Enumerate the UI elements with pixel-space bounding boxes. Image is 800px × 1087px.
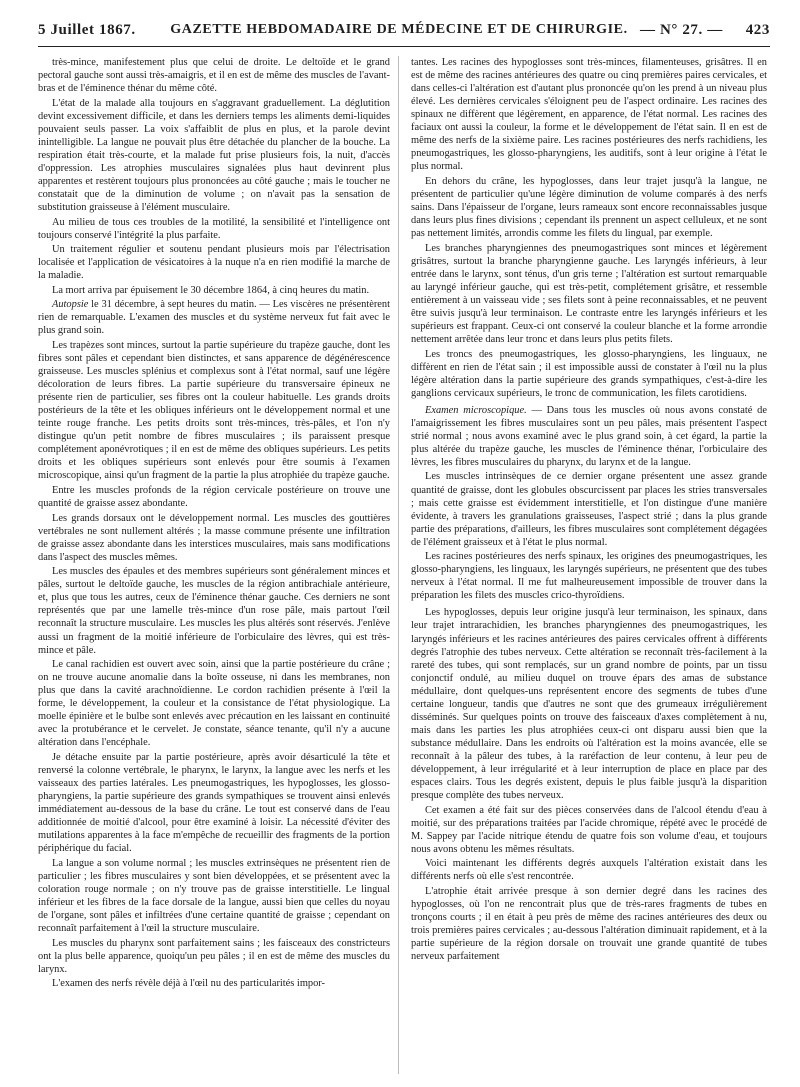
paragraph <box>411 348 767 400</box>
paragraph-text: L'examen des nerfs révèle déjà à l'œil nu des particularités impor- <box>52 978 326 990</box>
paragraph-lead: Examen microscopique. <box>425 404 527 416</box>
paragraph-text: le 31 décembre, à sept heures du matin. — Les viscères ne présentèrent rien de remarquable. L'examen des muscles et du système nerveux fut fait avec le plus grand soin. <box>38 299 390 337</box>
paragraph <box>38 565 390 656</box>
paragraph-text: Je détache ensuite par la partie postérieure, après avoir désarticulé la tête et renversé la colonne vertébrale, le pharynx, le larynx, la langue avec les nerfs et les vaisseaux des parties latérales. Les pneumogastriques, les hypoglosses, les glosso-pharyngiens, la partie supérieure des grands sympathiques se trouvent ainsi enlevés immédiatement au-dessous de la base du crâne. Le tout est conservé dans de l'eau additionnée de moitié d'alcool, pour être examiné à loisir. La nécessité d'éviter des mutilations apparentes à la face m'empêche de recueillir des fragments de la portion périphérique du facial. <box>38 751 390 855</box>
right-column <box>411 56 767 1080</box>
paragraph <box>411 857 767 883</box>
paragraph-text: Les hypoglosses, depuis leur origine jusqu'à leur terminaison, les spinaux, dans leur trajet intrarachidien, les branches pharyngiennes des pneumogastriques, les laryngés inférieurs et les racines antérieures des paires cervicales offrent à différents degrés l'atrophie des tubes nerveux. Cette altération se reconnaît très-facilement à la rareté des tubes, qui sont remplacés, sur un grand nombre de points, par un tissu conjonctif ondulé, au milieu duquel on trouve épars des amas de substance médullaire, dont quelques-uns représentent encore des segments de tubes d'une certaine longueur, tandis que d'autres ne sont que des grumeaux irrégulièrement disséminés. Sur quelques points on trouve des faisceaux d'axes complètement à nu, mais dans les parties les plus atrophiées ceux-ci ont disparu aussi bien que la substance médullaire. Dans les endroits où l'altération est la moins avancée, elle se reconnaît à la pâleur des tubes, à la raréfaction de leur contenu, à leur peu de développement, à leur irrégularité et à leur interruption de place en place par des espaces clairs. Tous les degrés existent, depuis le plus faible jusqu'à la disparition presque complète des tubes nerveux. <box>411 607 767 802</box>
paragraph <box>411 242 767 346</box>
column-divider <box>398 56 399 1074</box>
paragraph <box>38 658 390 749</box>
paragraph-text: Le canal rachidien est ouvert avec soin, ainsi que la partie postérieure du crâne ; on ne trouve aucune anomalie dans la boîte osseuse, ni dans les membranes, non plus que dans la cavité arachnoïdienne. Le cordon rachidien présente à l'œil la forme, le développement, la couleur et la consistance de l'état physiologique. La moelle épinière et le bulbe sont enlevés avec précaution en les laissant en continuité avec la protubérance et le cervelet. Je constate, séance tenante, qu'il n'y a aucune altération dans l'encéphale. <box>38 659 390 749</box>
paragraph-text: En dehors du crâne, les hypoglosses, dans leur trajet jusqu'à la langue, ne présentent de particulier qu'une légère diminution de volume comparés à des nerfs sains. Dans l'épaisseur de l'organe, leurs rameaux sont encore reconnaissables jusque dans leurs plus fines divisions ; cependant ils prennent un aspect celluleux, et ne sont pas nettement limités, arrondis comme les filets du lingual, par exemple. <box>411 175 767 240</box>
header-page-number: 423 <box>745 22 770 38</box>
paragraph <box>38 339 390 483</box>
paragraph <box>38 857 390 935</box>
paragraph-text: Un traitement régulier et soutenu pendant plusieurs mois par l'électrisation localisée et l'application de vésicatoires à la nuque n'a en rien modifié la marche de la maladie. <box>38 244 390 282</box>
paragraph <box>38 484 390 510</box>
paragraph-text: La langue a son volume normal ; les muscles extrinsèques ne présentent rien de particulier ; les fibres musculaires y sont bien développées, et se présentent avec la coloration rouge normale ; on n'y trouve pas de graisse interstitielle. Le lingual inférieur et les fibres de la face dorsale de la langue, aussi bien que celles du noyau de l'organe, sont pâles et infiltrées d'une certaine quantité de graisse ; cependant on reconnaît parfaitement à l'œil la structure musculaire. <box>38 857 390 935</box>
paragraph-text: — Dans tous les muscles où nous avons constaté de l'amaigrissement les fibres musculaires sont un peu pâles, mais présentent l'aspect strié normal ; nous avons examiné avec le plus grand soin, à cet égard, la partie la plus altérée du trapèze gauche, les muscles de l'éminence thénar, l'orbiculaire des lèvres, les fibres musculaires du pharynx, du larynx et de la langue. <box>411 404 767 468</box>
header-issue-page <box>640 22 770 39</box>
paragraph-text: Cet examen a été fait sur des pièces conservées dans de l'alcool étendu d'eau à moitié, sur des préparations traitées par l'acide chromique, répété avec le procédé de M. Sappey par l'acide nitrique étendu de quatre fois son volume d'eau, et toujours nous avons obtenu les mêmes résultats. <box>411 804 767 855</box>
paragraph <box>411 175 767 240</box>
paragraph <box>411 470 767 548</box>
paragraph <box>411 606 767 802</box>
paragraph <box>411 550 767 602</box>
paragraph-lead: Autopsie <box>52 299 89 311</box>
paragraph <box>38 97 390 214</box>
paragraph-text: Les branches pharyngiennes des pneumogastriques sont minces et légèrement grisâtres, surtout la branche pharyngienne gauche. Les laryngés inférieurs, à leur entrée dans le larynx, sont ténus, d'un gris terne ; l'altération est surtout remarquable au laryngé inférieur gauche, qui est très-petit, complétement grisâtre, et ressemble entièrement à un vaisseau vide ; ses filets sont à peine reconnaissables, et ne peuvent être suivis jusqu'à leur terminaison. Le contraste entre les laryngés inférieurs et les supérieurs est frappant. Ceux-ci ont conservé la couleur blanche et la forme arrondie nettement arrêtée dans leur tronc et dans leurs plus petits filets. <box>411 242 767 345</box>
paragraph-text: Les muscles des épaules et des membres supérieurs sont généralement minces et pâles, surtout le deltoïde gauche, les muscles de la région antibrachiale antérieure, et, plus que tous les autres, ceux de l'éminence thénar gauche. Ces derniers ne sont représentés que par une lamelle très-mince d'un rose pâle, mais partout l'œil reconnaît la structure musculaire. Les muscles les plus altérés sont réservés. J'enlève aussi un fragment de la moitié inférieure de l'orbiculaire des lèvres, qui est très-mince et pâle. <box>38 566 390 656</box>
paragraph-text: très-mince, manifestement plus que celui de droite. Le deltoïde et le grand pectoral gauche sont aussi très-amaigris, et il en est de même des muscles de l'avant-bras et de l'éminence thénar du même côté. <box>38 57 390 95</box>
paragraph <box>411 804 767 856</box>
paragraph-text: Les troncs des pneumogastriques, les glosso-pharyngiens, les linguaux, ne diffèrent en rien de l'état sain ; il est impossible aussi de constater à l'œil nu la plus légère altération dans la partie supérieure des grands sympathiques, c'est-à-dire les ganglions cervicaux supérieurs, le tronc de communication, les filets carotidiens. <box>411 348 767 399</box>
paragraph <box>38 298 390 337</box>
paragraph-text: Les racines postérieures des nerfs spinaux, les origines des pneumogastriques, les glosso-pharyngiens, les linguaux, les laryngés supérieurs, ne présentent que des tubes nerveux à l'état normal. Il me fut malheureusement impossible de trouver dans la préparation les filets des muscles crico-thyroïdiens. <box>411 551 767 602</box>
paragraph <box>38 216 390 242</box>
paragraph-text: tantes. Les racines des hypoglosses sont très-minces, filamenteuses, grisâtres. Il en est de même des racines antérieures des quatre ou cinq premières paires cervicales, et dans celles-ci l'altération est d'autant plus prononcée qu'on les prend à un niveau plus élevé. Les dernières cervicales s'éloignent peu de l'aspect ordinaire. Les racines des spinaux ne diffèrent que légèrement, en apparence, de l'état normal. Les racines des faciaux ont aussi la couleur, la forme et le développement de l'état sain. Il en est de même des nerfs de la sixième paire. Les racines postérieures des nerfs rachidiens, les pneumogastriques, les glosso-pharyngiens, les auditifs, sont à leur origine à l'état le plus normal. <box>411 57 767 173</box>
paragraph <box>38 977 390 990</box>
paragraph-text: Voici maintenant les différents degrés auxquels l'altération existait dans les différents nerfs où elle s'est rencontrée. <box>411 858 767 883</box>
paragraph <box>38 56 390 95</box>
paragraph-text: Entre les muscles profonds de la région cervicale postérieure on trouve une quantité de graisse assez abondante. <box>38 485 390 510</box>
header-title: GAZETTE HEBDOMADAIRE DE MÉDECINE ET DE CHIRURGIE. <box>170 22 628 37</box>
paragraph-text: Les muscles intrinsèques de ce dernier organe présentent une assez grande quantité de graisse, dont les globules obscurcissent par places les stries transversales ; mais cette graisse est évidemment interstitielle, et l'on distingue d'une manière évidente, à travers les granulations graisseuses, l'aspect strié ; dans la plus grande partie des préparations, d'ailleurs, les fibres musculaires sont complétement dégagées de l'élément graisseux et à l'état le plus normal. <box>411 471 767 548</box>
paragraph-text: Les grands dorsaux ont le développement normal. Les muscles des gouttières vertébrales ne sont nullement altérés ; la masse commune présente une infiltration de graisse assez abondante dans les interstices musculaires, mais sans modifications dans l'aspect des muscles mêmes. <box>38 512 390 563</box>
paragraph <box>411 885 767 963</box>
paragraph-text: Les trapèzes sont minces, surtout la partie supérieure du trapèze gauche, dont les fibres sont pâles et cependant bien distinctes, et sans apparence de dégénérescence graisseuse. Les muscles splénius et complexus sont à l'état normal, sauf une légère décoloration de leurs fibres. La partie supérieure du transversaire épineux ne présente rien de particulier, ses fibres ont la couleur habituelle. Les grands droits postérieurs de la tête et les obliques inférieurs ont le développement normal et une teinte rouge franche. Les petits droits sont très-minces, très-pâles, et l'on n'y distingue qu'un petit nombre de fibres musculaires ; ils paraissent presque complétement aponévrotiques ; il en est de même des obliques supérieurs. Les petits droits et les obliques supérieurs sont enlevés pour être soumis à l'examen microscopique, ainsi qu'un fragment de la partie la plus atrophiée du trapèze gauche. <box>38 339 390 482</box>
paragraph <box>411 404 767 469</box>
paragraph <box>38 284 390 297</box>
paragraph <box>38 937 390 976</box>
paragraph <box>38 512 390 564</box>
paragraph-text: La mort arriva par épuisement le 30 décembre 1864, à cinq heures du matin. <box>52 284 370 296</box>
paragraph-text: Au milieu de tous ces troubles de la motilité, la sensibilité et l'intelligence ont toujours conservé l'intégrité la plus parfaite. <box>38 216 390 241</box>
header-date: 5 Juillet 1867. <box>38 22 136 38</box>
left-column <box>38 56 390 1080</box>
paragraph-text: Les muscles du pharynx sont parfaitement sains ; les faisceaux des constricteurs ont la plus belle apparence, quoiqu'un peu pâles ; il en est de même des muscles du larynx. <box>38 937 390 975</box>
paragraph-text: L'atrophie était arrivée presque à son dernier degré dans les racines des hypoglosses, où l'on ne rencontrait plus que de très-rares fragments de tubes en tronçons courts ; il en était à peu près de même des racines antérieures des deux ou trois premières paires cervicales ; au-dessous l'altération diminuait rapidement, et à la partie supérieure de la région dorsale on trouvait une grande quantité de tubes nerveux parfaitement <box>411 885 767 963</box>
paragraph <box>38 243 390 282</box>
paragraph <box>411 56 767 173</box>
paragraph <box>38 751 390 855</box>
paragraph-text: L'état de la malade alla toujours en s'aggravant graduellement. La déglutition devint excessivement difficile, et dans les derniers temps les aliments demi-liquides pouvaient seuls passer. La voix s'affaiblit de plus en plus, et la parole devint inintelligible. La langue ne pouvait plus être détachée du plancher de la bouche. La respiration était très-courte, et la malade fut prise plusieurs fois, la nuit, d'accès d'oppression. Les atrophies musculaires signalées plus haut devinrent plus apparentes et restèrent toujours plus prononcées au côté gauche ; mais le toucher ne constatait que de la diminution de volume ; on n'avait pas la sensation de substitution graisseuse à l'élément musculaire. <box>38 97 390 214</box>
page-header <box>38 22 770 47</box>
header-issue: — N° 27. — <box>640 22 723 38</box>
